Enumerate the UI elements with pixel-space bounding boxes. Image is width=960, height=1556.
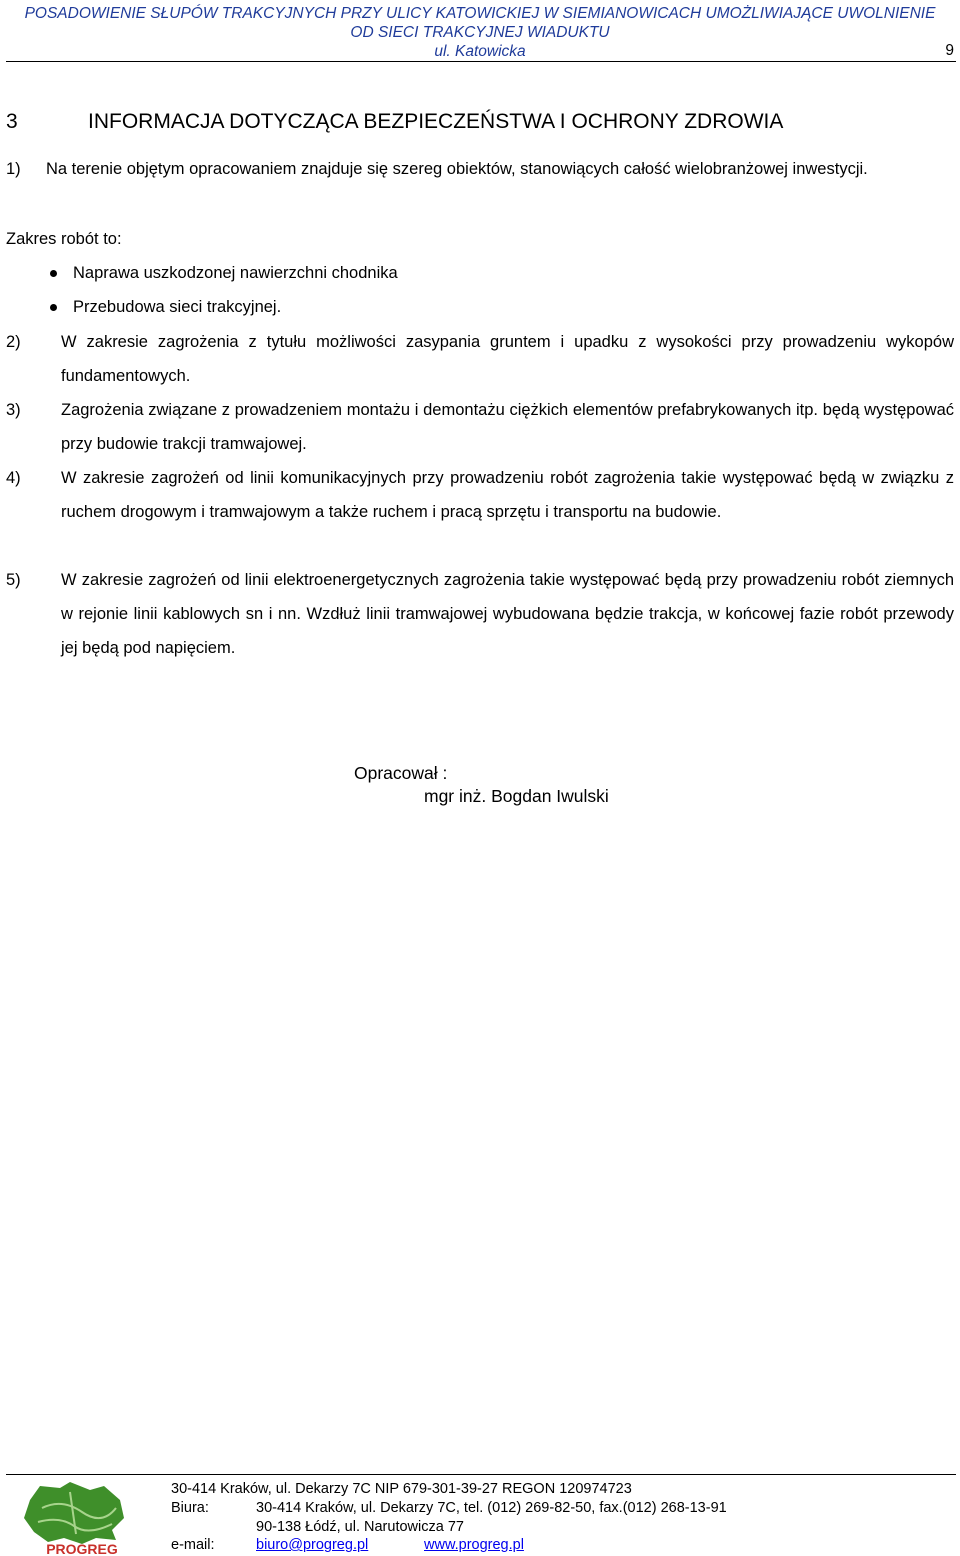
footer-company-line: 30-414 Kraków, ul. Dekarzy 7C NIP 679-301-39-27 REGON 120974723 <box>171 1481 632 1497</box>
list-item-text: Na terenie objętym opracowaniem znajduje się szereg obiektów, stanowiących całość wielobranżowej inwestycji. <box>46 160 868 178</box>
page-number: 9 <box>945 42 954 59</box>
list-item <box>6 563 954 665</box>
scope-label: Zakres robót to: <box>6 230 122 248</box>
website-link[interactable]: www.progreg.pl <box>424 1537 524 1553</box>
bullet-icon <box>50 304 57 311</box>
bullet-text: Przebudowa sieci trakcyjnej. <box>73 298 282 316</box>
signature-name: mgr inż. Bogdan Iwulski <box>424 786 609 806</box>
footer-biura-lodz: 90-138 Łódź, ul. Narutowicza 77 <box>256 1519 464 1535</box>
list-item-number: 1) <box>6 160 21 178</box>
section-title: INFORMACJA DOTYCZĄCA BEZPIECZEŃSTWA I OCHRONY ZDROWIA <box>88 110 784 133</box>
list-item-text: W zakresie zagrożeń od linii elektroenergetycznych zagrożenia takie występować będą przy prowadzeniu robót ziemnych w rejonie linii kablowych sn i nn. Wzdłuż linii tramwajowej wybudowana będzie trakcja, w końcowej fazie robót przewody jej będą pod napięciem. <box>61 571 954 657</box>
running-header <box>0 4 960 61</box>
footer-email-label: e-mail: <box>171 1537 215 1553</box>
section-number: 3 <box>6 110 18 133</box>
bullet-item <box>50 264 398 283</box>
footer-biura-label: Biura: <box>171 1500 209 1516</box>
list-item-number: 3) <box>6 401 21 419</box>
signature-label: Opracował : <box>354 763 448 783</box>
bullet-item <box>50 298 281 317</box>
footer-biura-krakow: 30-414 Kraków, ul. Dekarzy 7C, tel. (012) 269-82-50, fax.(012) 268-13-91 <box>256 1500 727 1516</box>
list-item-text: W zakresie zagrożenia z tytułu możliwości zasypania gruntem i upadku z wysokości przy prowadzeniu wykopów fundamentowych. <box>61 333 954 385</box>
list-item-number: 5) <box>6 571 21 589</box>
footer-divider <box>6 1474 956 1475</box>
list-item-text: Zagrożenia związane z prowadzeniem montażu i demontażu ciężkich elementów prefabrykowanych itp. będą występować przy budowie trakcji tramwajowej. <box>61 401 954 453</box>
list-item-text: W zakresie zagrożeń od linii komunikacyjnych przy prowadzeniu robót zagrożenia takie występować będą w związku z ruchem drogowym i tramwajowym a także ruchem i pracą sprzętu i transportu na budowie. <box>61 469 954 521</box>
bullet-icon <box>50 270 57 277</box>
header-title-line-1: POSADOWIENIE SŁUPÓW TRAKCYJNYCH PRZY ULICY KATOWICKIEJ W SIEMIANOWICACH UMOŻLIWIAJĄCE UWOLNIENIE <box>24 5 936 22</box>
header-title-line-3: ul. Katowicka <box>434 43 526 60</box>
bullet-text: Naprawa uszkodzonej nawierzchni chodnika <box>73 264 398 282</box>
header-divider <box>6 61 956 62</box>
email-link[interactable]: biuro@progreg.pl <box>256 1537 369 1553</box>
list-item <box>6 461 954 529</box>
progreg-logo-icon <box>12 1478 152 1556</box>
list-item <box>6 325 954 393</box>
list-item-number: 2) <box>6 333 21 351</box>
header-title-line-2: OD SIECI TRAKCYJNEJ WIADUKTU <box>350 24 610 41</box>
section-heading <box>6 110 783 134</box>
list-item <box>6 152 954 186</box>
list-item <box>6 393 954 461</box>
list-item-number: 4) <box>6 469 21 487</box>
logo-text: PROGREG <box>46 1541 118 1556</box>
